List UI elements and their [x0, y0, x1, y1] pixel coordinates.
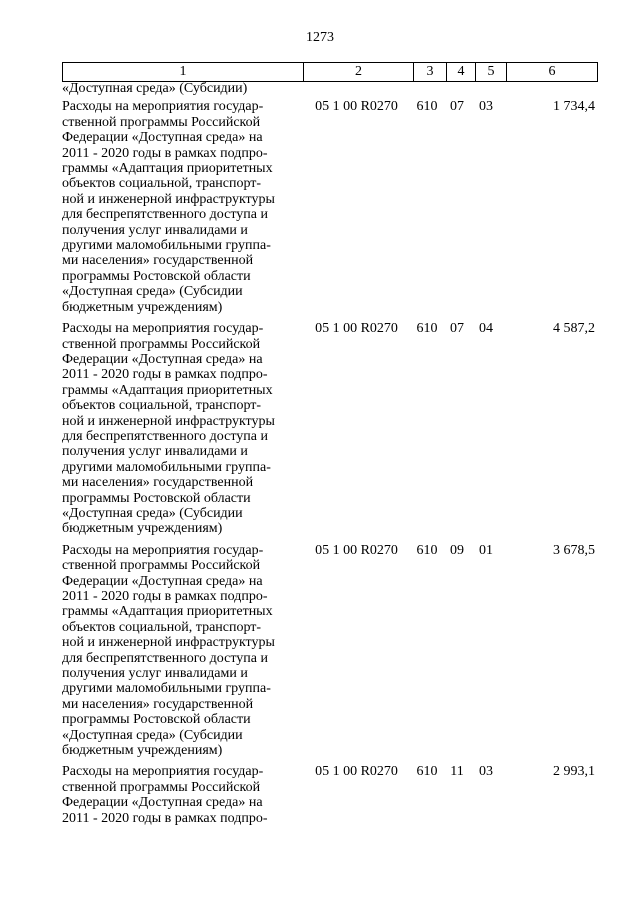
column-header-1: 1 [63, 63, 304, 82]
column-header-4: 4 [447, 63, 476, 82]
table-row [62, 764, 598, 826]
row-description: Расходы на мероприятия государ- ственной программы Российской Федерации «Доступная среда» на 2011 - 2020 годы в рамках подпро- [62, 764, 268, 826]
column-header-table [62, 62, 598, 82]
row-column-5: 01 [479, 542, 493, 558]
row-column-5: 03 [479, 99, 493, 115]
table-row [62, 543, 598, 759]
continuation-text: «Доступная среда» (Субсидии) [62, 81, 248, 96]
row-column-3: 610 [416, 542, 438, 558]
row-column-3: 610 [416, 321, 438, 337]
column-header-2: 2 [304, 63, 414, 82]
column-header-3: 3 [414, 63, 447, 82]
row-column-4: 11 [450, 764, 464, 780]
row-description: Расходы на мероприятия государ- ственной программы Российской Федерации «Доступная среда» на 2011 - 2020 годы в рамках подпро- граммы «Адаптация приоритетных объектов социальной, транспорт- ной и инженерной инфраструктуры для беспрепятственного доступа и получения услуг инвалидами и другими маломобильными группа- ми населения» государственной программы Ростовской области «Доступная среда» (Субсидии бюджетным учреждениям) [62, 542, 275, 759]
row-description: Расходы на мероприятия государ- ственной программы Российской Федерации «Доступная среда» на 2011 - 2020 годы в рамках подпро- граммы «Адаптация приоритетных объектов социальной, транспорт- ной и инженерной инфраструктуры для беспрепятственного доступа и получения услуг инвалидами и другими маломобильными группа- ми населения» государственной программы Ростовской области «Доступная среда» (Субсидии бюджетным учреждениям) [62, 99, 275, 315]
row-column-4: 07 [450, 99, 464, 115]
table-row [62, 99, 598, 315]
row-column-4: 09 [450, 542, 464, 558]
row-column-3: 610 [416, 99, 438, 115]
row-container [62, 99, 598, 826]
row-description: Расходы на мероприятия государ- ственной программы Российской Федерации «Доступная среда» на 2011 - 2020 годы в рамках подпро- граммы «Адаптация приоритетных объектов социальной, транспорт- ной и инженерной инфраструктуры для беспрепятственного доступа и получения услуг инвалидами и другими маломобильными группа- ми населения» государственной программы Ростовской области «Доступная среда» (Субсидии бюджетным учреждениям) [62, 321, 275, 537]
table-row [62, 321, 598, 537]
row-amount: 2 993,1 [553, 764, 595, 780]
row-code: 05 1 00 R0270 [315, 542, 398, 558]
row-column-5: 04 [479, 321, 493, 337]
column-header-5: 5 [476, 63, 507, 82]
table-body [62, 81, 598, 832]
row-code: 05 1 00 R0270 [315, 764, 398, 780]
row-amount: 4 587,2 [553, 321, 595, 337]
row-code: 05 1 00 R0270 [315, 321, 398, 337]
row-column-5: 03 [479, 764, 493, 780]
row-column-4: 07 [450, 321, 464, 337]
row-column-3: 610 [416, 764, 438, 780]
row-amount: 1 734,4 [553, 99, 595, 115]
continuation-row [62, 81, 598, 96]
page-number: 1273 [306, 30, 334, 45]
row-amount: 3 678,5 [553, 542, 595, 558]
column-header-6: 6 [507, 63, 598, 82]
row-code: 05 1 00 R0270 [315, 99, 398, 115]
